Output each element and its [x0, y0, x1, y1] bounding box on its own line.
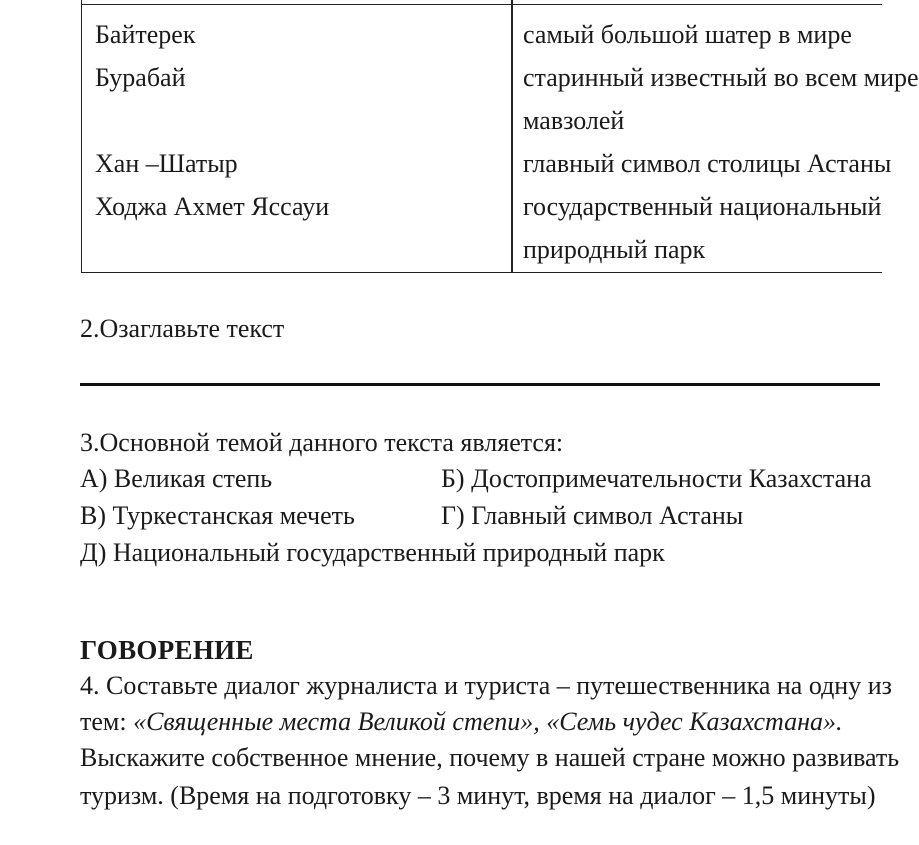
table-cell-name: Хан –Шатыр: [95, 149, 238, 178]
answer-line[interactable]: [80, 383, 880, 386]
table-cell-definition: самый большой шатер в мире: [523, 20, 852, 49]
task-2-prompt: 2.Озаглавьте текст: [80, 314, 285, 343]
task-4-line-4: туризм. (Время на подготовку – 3 минут, время на диалог – 1,5 минуты): [80, 781, 876, 810]
table-cell-definition: государственный национальный: [523, 192, 882, 221]
matching-table: [81, 0, 919, 273]
table-cell-definition: старинный известный во всем мире: [523, 63, 919, 92]
column-divider: [511, 0, 513, 272]
task-4-line-2: [80, 704, 843, 740]
task-4-topics: «Священные места Великой степи», «Семь чудес Казахстана».: [133, 707, 843, 736]
table-cell-name: Бурабай: [95, 63, 186, 92]
section-heading-speaking: ГОВОРЕНИЕ: [80, 635, 254, 665]
task-4-line-1: 4. Составьте диалог журналиста и туриста – путешественника на одну из: [80, 671, 892, 700]
table-header-row: [82, 0, 882, 5]
option-b[interactable]: Б) Достопримечательности Казахстана: [441, 464, 872, 493]
option-a[interactable]: А) Великая степь: [80, 464, 273, 493]
table-cell-definition-cont: мавзолей: [523, 106, 625, 135]
table-cell-definition: главный символ столицы Астаны: [523, 149, 892, 178]
task-3-question: 3.Основной темой данного текста является:: [80, 428, 564, 457]
table-cell-name: Байтерек: [95, 20, 196, 49]
option-g[interactable]: Г) Главный символ Астаны: [441, 501, 744, 530]
task-4-line-3: Выскажите собственное мнение, почему в нашей стране можно развивать: [80, 743, 900, 772]
table-cell-name: Ходжа Ахмет Яссауи: [95, 192, 330, 221]
task-4-line-2-prefix: тем:: [80, 707, 134, 736]
table-cell-definition-cont: природный парк: [523, 235, 706, 264]
option-v[interactable]: В) Туркестанская мечеть: [80, 501, 355, 530]
option-d[interactable]: Д) Национальный государственный природный парк: [80, 538, 665, 567]
